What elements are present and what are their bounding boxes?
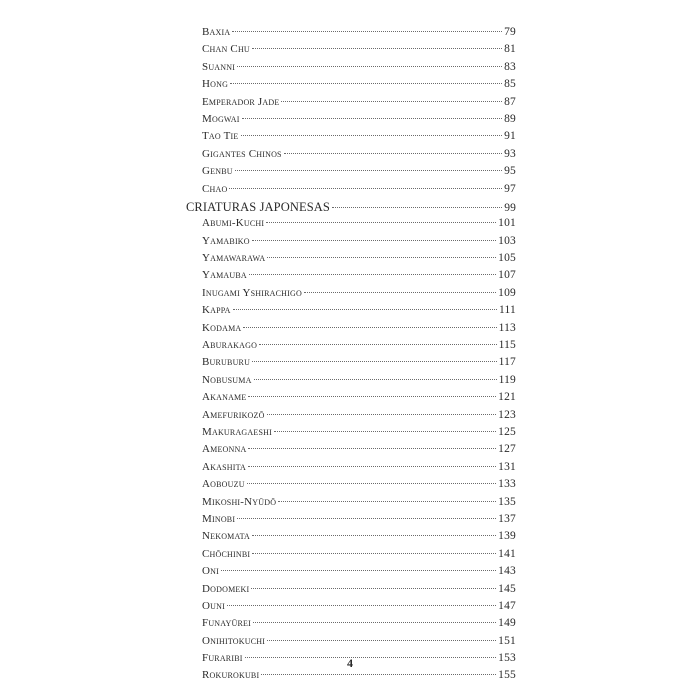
dot-leader — [235, 170, 502, 171]
dot-leader — [227, 605, 496, 606]
toc-entry-title: Akaname — [202, 391, 247, 404]
dot-leader — [229, 188, 502, 189]
dot-leader — [332, 207, 502, 208]
toc-entry-page: 85 — [504, 78, 516, 91]
toc-entry[interactable] — [186, 43, 516, 60]
toc-entry-title: Inugami Yshirachigo — [202, 286, 302, 299]
dot-leader — [252, 535, 496, 536]
toc-entry-title: Mikoshi-Nyūdō — [202, 495, 277, 508]
toc-entry[interactable] — [186, 600, 516, 617]
toc-entry[interactable] — [186, 565, 516, 582]
toc-entry[interactable] — [186, 443, 516, 460]
toc-entry-title: Gigantes Chinos — [202, 147, 282, 160]
dot-leader — [252, 48, 502, 49]
toc-entry-page: 133 — [498, 478, 516, 491]
dot-leader — [267, 257, 496, 258]
toc-entry[interactable] — [186, 217, 516, 234]
toc-entry-title: Dodomeki — [202, 582, 250, 595]
toc-entry-page: 145 — [498, 582, 516, 595]
toc-entry-page: 113 — [498, 321, 516, 334]
toc-entry-title: Genbu — [202, 165, 233, 178]
toc-entry-title: Yamawarawa — [202, 252, 266, 265]
toc-entry-title: Ouni — [202, 599, 225, 612]
dot-leader — [281, 101, 502, 102]
toc-entry[interactable] — [186, 235, 516, 252]
toc-entry-page: 135 — [498, 495, 516, 508]
toc-entry-title: Aobouzu — [202, 478, 245, 491]
toc-entry-title: Nekomata — [202, 530, 251, 543]
dot-leader — [267, 640, 496, 641]
toc-entry[interactable] — [186, 391, 516, 408]
dot-leader — [242, 118, 502, 119]
dot-leader — [249, 274, 496, 275]
toc-entry-title: Funayūrei — [202, 617, 251, 630]
toc-entry[interactable] — [186, 130, 516, 147]
toc-entry-title: Mogwai — [202, 112, 240, 125]
toc-entry-page: 107 — [498, 269, 516, 282]
dot-leader — [248, 466, 496, 467]
dot-leader — [254, 379, 497, 380]
toc-entry-page: 137 — [498, 512, 516, 525]
toc-entry-page: 119 — [498, 373, 516, 386]
dot-leader — [237, 518, 496, 519]
toc-entry[interactable] — [186, 426, 516, 443]
toc-entry-page: 109 — [498, 286, 516, 299]
toc-entry[interactable] — [186, 374, 516, 391]
dot-leader — [248, 396, 496, 397]
toc-entry[interactable] — [186, 496, 516, 513]
toc-entry-page: 103 — [498, 234, 516, 247]
dot-leader — [251, 588, 496, 589]
toc-entry[interactable] — [186, 78, 516, 95]
toc-entry[interactable] — [186, 269, 516, 286]
dot-leader — [221, 570, 496, 571]
toc-entry-title: Buruburu — [202, 356, 251, 369]
toc-entry-page: 155 — [498, 669, 516, 682]
dot-leader — [278, 501, 496, 502]
dot-leader — [267, 414, 497, 415]
toc-entry-page: 93 — [504, 147, 516, 160]
toc-entry-title: Minobi — [202, 512, 236, 525]
toc-entry-page: 147 — [498, 599, 516, 612]
toc-entry[interactable] — [186, 548, 516, 565]
toc-entry-title: Nobusuma — [202, 373, 252, 386]
toc-entry-title: Rokurokubi — [202, 669, 260, 682]
dot-leader — [243, 327, 496, 328]
dot-leader — [259, 344, 496, 345]
toc-entry-page: 123 — [498, 408, 516, 421]
toc-entry-title: Chao — [202, 182, 228, 195]
toc-entry-title: Tao Tie — [202, 130, 239, 143]
dot-leader — [252, 361, 497, 362]
toc-entry[interactable] — [186, 113, 516, 130]
toc-entry-title: Onihitokuchi — [202, 634, 266, 647]
toc-entry-title: Amefurikozō — [202, 408, 265, 421]
dot-leader — [304, 292, 496, 293]
toc-entry-page: 127 — [498, 443, 516, 456]
toc-entry-title: Baxia — [202, 26, 231, 38]
toc-entry-title: Aburakago — [202, 339, 258, 352]
toc-entry-title: Hong — [202, 78, 229, 91]
toc-entry-page: 81 — [504, 43, 516, 56]
toc-entry-title: Emperador Jade — [202, 95, 280, 108]
toc-entry[interactable] — [186, 356, 516, 373]
toc-entry[interactable] — [186, 165, 516, 182]
table-of-contents — [186, 26, 516, 687]
toc-entry[interactable] — [186, 478, 516, 495]
dot-leader — [252, 240, 496, 241]
dot-leader — [253, 622, 496, 623]
dot-leader — [248, 448, 496, 449]
toc-entry-page: 83 — [504, 60, 516, 73]
toc-entry[interactable] — [186, 513, 516, 530]
toc-entry[interactable] — [186, 183, 516, 200]
toc-entry-page: 115 — [498, 339, 516, 352]
toc-entry[interactable] — [186, 461, 516, 478]
dot-leader — [230, 83, 502, 84]
toc-entry[interactable] — [186, 530, 516, 547]
page-number: 4 — [347, 656, 353, 670]
toc-entry-page: 131 — [498, 460, 516, 473]
toc-entry-page: 101 — [498, 217, 516, 230]
toc-entry-page: 153 — [498, 652, 516, 665]
toc-entry-page: 121 — [498, 391, 516, 404]
toc-entry-page: 141 — [498, 547, 516, 560]
toc-entry-title: Kappa — [202, 304, 231, 317]
dot-leader — [233, 309, 497, 310]
toc-entry-page: 105 — [498, 252, 516, 265]
toc-entry[interactable] — [186, 287, 516, 304]
toc-entry[interactable] — [186, 669, 516, 686]
dot-leader — [237, 66, 502, 67]
toc-entry-page: 151 — [498, 634, 516, 647]
dot-leader — [247, 483, 496, 484]
dot-leader — [241, 135, 503, 136]
toc-entry-page: 89 — [504, 112, 516, 125]
toc-entry-title: Furaribi — [202, 652, 243, 665]
toc-entry[interactable] — [186, 96, 516, 113]
toc-entry-title: Ameonna — [202, 443, 247, 456]
toc-entry[interactable] — [186, 26, 516, 43]
toc-entry-title: Kodama — [202, 321, 242, 334]
dot-leader — [232, 31, 502, 32]
toc-entry-title: Chōchinbi — [202, 547, 251, 560]
toc-entry[interactable] — [186, 148, 516, 165]
toc-entry[interactable] — [186, 61, 516, 78]
toc-entry[interactable] — [186, 635, 516, 652]
toc-entry-page: 139 — [498, 530, 516, 543]
toc-entry-page: 125 — [498, 425, 516, 438]
toc-entry[interactable] — [186, 583, 516, 600]
toc-entry-page: 149 — [498, 617, 516, 630]
toc-entry-page: 79 — [504, 26, 516, 38]
dot-leader — [274, 431, 496, 432]
toc-entry-title: Akashita — [202, 460, 247, 473]
toc-entry-title: Abumi-Kuchi — [202, 217, 265, 230]
toc-entry-title: Yamauba — [202, 269, 247, 282]
toc-entry[interactable] — [186, 409, 516, 426]
toc-entry[interactable] — [186, 617, 516, 634]
dot-leader — [261, 674, 496, 675]
toc-section-entry[interactable] — [186, 200, 516, 217]
dot-leader — [266, 222, 496, 223]
dot-leader — [252, 553, 496, 554]
dot-leader — [284, 153, 502, 154]
toc-entry-title: Makuragaeshi — [202, 425, 272, 438]
toc-entry-page: 95 — [504, 165, 516, 178]
toc-entry-page: 99 — [504, 201, 516, 214]
toc-entry[interactable] — [186, 339, 516, 356]
toc-entry-title: Yamabiko — [202, 234, 250, 247]
toc-entry-title: Chan Chu — [202, 43, 250, 56]
toc-entry-page: 91 — [504, 130, 516, 143]
toc-entry-page: 143 — [498, 565, 516, 578]
toc-entry-page: 111 — [499, 304, 516, 317]
toc-list — [186, 26, 516, 687]
toc-entry-page: 87 — [504, 95, 516, 108]
toc-entry-title: Suanni — [202, 60, 236, 73]
toc-entry-title: Oni — [202, 565, 219, 578]
toc-entry-title: CRIATURAS JAPONESAS — [186, 199, 330, 214]
toc-entry[interactable] — [186, 304, 516, 321]
toc-entry-page: 117 — [498, 356, 516, 369]
toc-entry-page: 97 — [504, 182, 516, 195]
toc-entry[interactable] — [186, 252, 516, 269]
toc-entry[interactable] — [186, 322, 516, 339]
